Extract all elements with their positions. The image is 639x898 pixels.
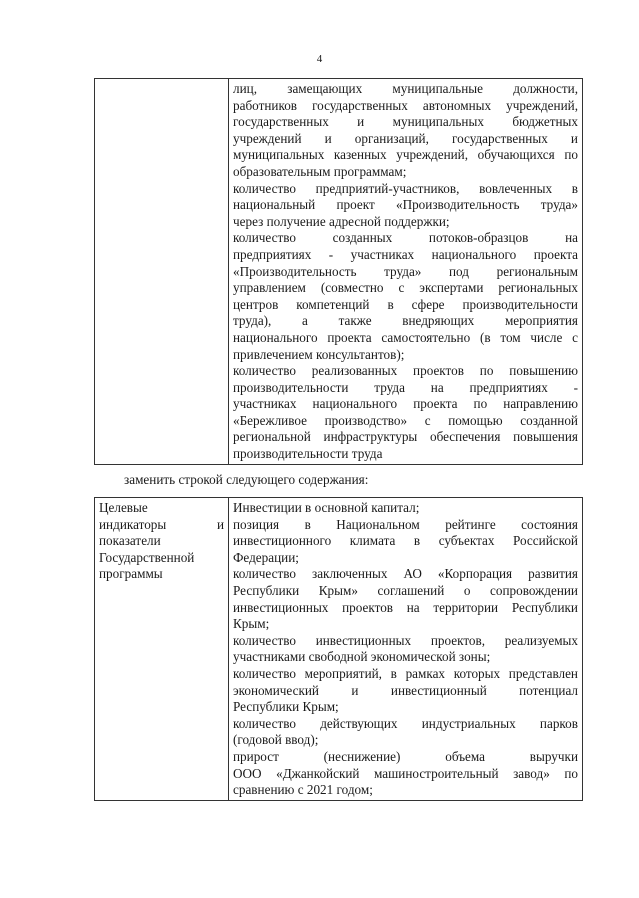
text-line: муниципальных казенных учреждений, обучающихся по bbox=[233, 147, 578, 163]
text-line: производительности труда bbox=[233, 446, 383, 462]
text-line: Республики Крым» соглашений о сопровождении bbox=[233, 582, 578, 598]
text-line: количество предприятий-участников, вовлеченных в bbox=[233, 180, 578, 196]
text-line: инвестиционных проектов на территории Республики bbox=[233, 599, 578, 615]
text-line: образовательным программам; bbox=[233, 163, 407, 179]
text-line: Инвестиции в основной капитал; bbox=[233, 500, 420, 515]
text-line: участниках национального проекта по направлению bbox=[233, 396, 578, 412]
text-line: Государственной bbox=[99, 549, 195, 565]
text-line: количество созданных потоков-образцов на bbox=[233, 230, 578, 246]
top-table bbox=[94, 78, 583, 465]
text-line: индикаторы и bbox=[99, 516, 224, 532]
table-row bbox=[95, 79, 583, 465]
text-line: количество действующих индустриальных парков bbox=[233, 715, 578, 731]
text-line: количество реализованных проектов по повышению bbox=[233, 363, 578, 379]
bottom-table-left-cell bbox=[95, 498, 229, 801]
text-line: государственных и муниципальных бюджетных bbox=[233, 114, 578, 130]
text-line: национальный проект «Производительность труда» bbox=[233, 197, 578, 213]
text-line: программы bbox=[99, 566, 163, 582]
text-line: ООО «Джанкойский машиностроительный завод» по bbox=[233, 765, 578, 781]
text-line: количество заключенных АО «Корпорация развития bbox=[233, 566, 578, 582]
text-line: национального проекта самостоятельно (в том числе с bbox=[233, 329, 578, 345]
text-line: количество инвестиционных проектов, реализуемых bbox=[233, 632, 578, 648]
text-line: инвестиционного климата в субъектах Российской bbox=[233, 533, 578, 549]
text-line: «Производительность труда» под региональным bbox=[233, 263, 578, 279]
text-line: управлением (совместно с экспертами региональных bbox=[233, 280, 578, 296]
text-line: Целевые bbox=[99, 500, 148, 515]
replacement-instruction: заменить строкой следующего содержания: bbox=[124, 472, 369, 487]
text-line: лиц, замещающих муниципальные должности, bbox=[233, 81, 578, 96]
text-line: экономический и инвестиционный потенциал bbox=[233, 682, 578, 698]
table-row bbox=[95, 498, 583, 801]
text-line: привлечением консультантов); bbox=[233, 346, 405, 362]
text-line: количество мероприятий, в рамках которых представлен bbox=[233, 665, 578, 681]
bottom-table bbox=[94, 497, 583, 801]
text-line: региональной инфраструктуры обеспечения повышения bbox=[233, 429, 578, 445]
text-line: «Бережливое производство» с помощью созданной bbox=[233, 412, 578, 428]
text-line: через получение адресной поддержки; bbox=[233, 213, 450, 229]
text-line: (годовой ввод); bbox=[233, 732, 319, 748]
text-line: позиция в Национальном рейтинге состояния bbox=[233, 516, 578, 532]
top-table-left-cell bbox=[95, 79, 229, 465]
text-line: Федерации; bbox=[233, 549, 299, 565]
text-line: центров компетенций в сфере производительности bbox=[233, 296, 578, 312]
text-line: предприятиях - участниках национального проекта bbox=[233, 246, 578, 262]
text-line: Республики Крым; bbox=[233, 699, 339, 715]
text-line: Крым; bbox=[233, 616, 270, 632]
text-line: участниками свободной экономической зоны; bbox=[233, 649, 491, 665]
text-line: работников государственных автономных учреждений, bbox=[233, 97, 578, 113]
text-line: учреждений и организаций, государственных и bbox=[233, 130, 578, 146]
page-number: 4 bbox=[316, 53, 323, 65]
text-line: прирост (неснижение) объема выручки bbox=[233, 748, 578, 764]
text-line: труда), а также внедряющих мероприятия bbox=[233, 313, 578, 329]
top-table-right-cell bbox=[229, 79, 583, 465]
text-line: показатели bbox=[99, 533, 161, 549]
text-line: сравнению с 2021 годом; bbox=[233, 782, 373, 798]
text-line: производительности труда на предприятиях - bbox=[233, 379, 578, 395]
bottom-table-right-cell bbox=[229, 498, 583, 801]
